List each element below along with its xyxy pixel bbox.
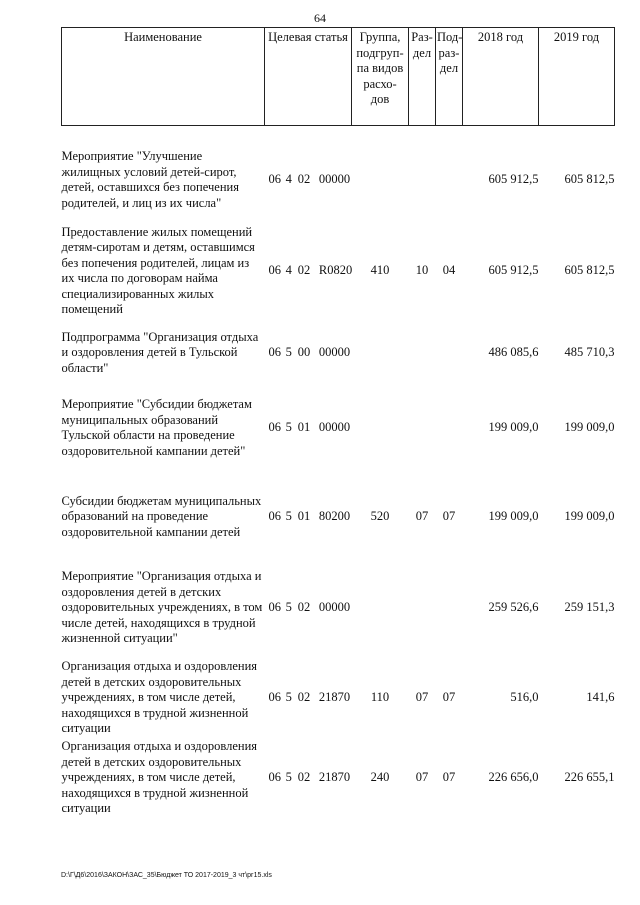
- row-group: [352, 326, 409, 380]
- row-podrazdel: 07: [442, 690, 456, 705]
- row-group: [352, 558, 409, 658]
- code-part: 02: [297, 172, 311, 187]
- row-group: 410: [370, 263, 390, 278]
- file-path-footer: D:\Г\Д6\2016\ЗАКОН\ЗАС_35\Бюджет ТО 2017-2019_3 чт\рг15.xls: [61, 872, 272, 879]
- row-podrazdel: [436, 558, 463, 658]
- code-part: 00000: [318, 600, 351, 615]
- row-2019: 226 655,1: [564, 770, 615, 785]
- row-podrazdel: 07: [442, 509, 456, 524]
- code-part: 06: [268, 420, 281, 435]
- code-part: 4: [285, 172, 292, 187]
- code-part: 06: [268, 690, 281, 705]
- code-part: 5: [285, 690, 292, 705]
- code-part: 06: [268, 345, 281, 360]
- row-group: [352, 380, 409, 476]
- row-razdel: [409, 380, 436, 476]
- header-podrazdel: Под- раз- дел: [436, 28, 463, 126]
- row-razdel: [409, 144, 436, 216]
- table-row: [62, 380, 615, 476]
- table-row: [62, 216, 615, 326]
- code-part: 00000: [318, 172, 351, 187]
- code-part: 5: [285, 509, 292, 524]
- row-group: 240: [370, 770, 390, 785]
- table-row: [62, 326, 615, 380]
- row-2019: 485 710,3: [564, 345, 615, 360]
- row-target-article: [265, 658, 352, 738]
- row-group: 110: [370, 690, 390, 705]
- row-2018: 516,0: [510, 690, 539, 705]
- row-2019: 259 151,3: [564, 600, 615, 615]
- row-name: Субсидии бюджетам муниципальных образований на проведение оздоровительной кампании детей: [61, 493, 262, 539]
- row-target-article: [265, 558, 352, 658]
- row-target-article: [265, 216, 352, 326]
- code-part: 01: [297, 509, 311, 524]
- code-part: 5: [285, 345, 292, 360]
- row-name: Мероприятие "Организация отдыха и оздоровления детей в детских оздоровительных учреждениях, в том числе детей, находящихся в трудной жизненной ситуации": [61, 569, 263, 646]
- row-razdel: 07: [415, 770, 429, 785]
- row-group: 520: [370, 509, 390, 524]
- code-part: 00000: [318, 345, 351, 360]
- code-part: 06: [268, 509, 281, 524]
- row-target-article: [265, 738, 352, 818]
- code-part: 5: [285, 770, 292, 785]
- code-part: 02: [297, 600, 311, 615]
- row-2018: 199 009,0: [488, 420, 539, 435]
- row-razdel: 07: [415, 509, 429, 524]
- header-razdel: Раз- дел: [409, 28, 436, 126]
- code-part: 06: [268, 263, 281, 278]
- row-name: Подпрограмма "Организация отдыха и оздоровления детей в Тульской области": [61, 329, 259, 375]
- code-part: 00000: [318, 420, 351, 435]
- header-2019: 2019 год: [539, 28, 615, 126]
- row-group: [352, 144, 409, 216]
- table-row: [62, 476, 615, 558]
- row-razdel: 10: [415, 263, 429, 278]
- row-target-article: [265, 380, 352, 476]
- code-part: 06: [268, 172, 281, 187]
- row-2019: 141,6: [586, 690, 615, 705]
- code-part: 02: [297, 690, 311, 705]
- row-razdel: 07: [415, 690, 429, 705]
- table-row: [62, 658, 615, 738]
- code-part: 02: [297, 770, 311, 785]
- row-2018: 486 085,6: [488, 345, 539, 360]
- table-header-row: [62, 28, 615, 126]
- row-2018: 605 912,5: [488, 172, 539, 187]
- code-part: 21870: [318, 770, 351, 785]
- code-part: 5: [285, 420, 292, 435]
- code-part: 4: [285, 263, 292, 278]
- header-2018: 2018 год: [463, 28, 539, 126]
- table-row: [62, 144, 615, 216]
- row-2018: 199 009,0: [488, 509, 539, 524]
- code-part: R0820: [318, 263, 353, 278]
- header-name: Наименование: [62, 28, 265, 126]
- row-name: Организация отдыха и оздоровления детей в детских оздоровительных учреждениях, в том числе детей, находящихся в трудной жизненной ситуации: [61, 739, 258, 816]
- row-name: Мероприятие "Улучшение жилищных условий детей-сирот, детей, оставшихся без попечения родителей, и лиц из их числа": [61, 149, 239, 210]
- code-part: 80200: [318, 509, 351, 524]
- code-part: 5: [285, 600, 292, 615]
- row-name: Мероприятие "Субсидии бюджетам муниципальных образований Тульской области на проведение оздоровительной кампании детей": [61, 397, 252, 458]
- table-body: [62, 126, 615, 819]
- row-podrazdel: 04: [442, 263, 456, 278]
- table-row: [62, 558, 615, 658]
- row-podrazdel: [436, 326, 463, 380]
- code-part: 06: [268, 770, 281, 785]
- row-2018: 605 912,5: [488, 263, 539, 278]
- code-part: 00: [297, 345, 311, 360]
- row-target-article: [265, 144, 352, 216]
- page-number: 64: [314, 11, 326, 25]
- row-podrazdel: [436, 144, 463, 216]
- header-code: Целевая статья: [265, 28, 352, 126]
- row-2019: 199 009,0: [564, 420, 615, 435]
- budget-table: [61, 27, 615, 818]
- code-part: 06: [268, 600, 281, 615]
- header-group: Группа, подгруп- па видов расхо- дов: [352, 28, 409, 126]
- row-2019: 605 812,5: [564, 172, 615, 187]
- table-row: [62, 738, 615, 818]
- row-podrazdel: [436, 380, 463, 476]
- row-2018: 259 526,6: [488, 600, 539, 615]
- code-part: 21870: [318, 690, 351, 705]
- row-2018: 226 656,0: [488, 770, 539, 785]
- row-podrazdel: 07: [442, 770, 456, 785]
- row-2019: 199 009,0: [564, 509, 615, 524]
- row-razdel: [409, 558, 436, 658]
- row-name: Организация отдыха и оздоровления детей в детских оздоровительных учреждениях, в том числе детей, находящихся в трудной жизненной ситуации: [61, 659, 258, 736]
- row-razdel: [409, 326, 436, 380]
- row-name: Предоставление жилых помещений детям-сиротам и детям, оставшимся без попечения родителей, лицам из их числа по договорам найма специализированных жилых помещений: [61, 224, 255, 316]
- code-part: 01: [297, 420, 311, 435]
- row-target-article: [265, 326, 352, 380]
- row-2019: 605 812,5: [564, 263, 615, 278]
- code-part: 02: [297, 263, 311, 278]
- row-target-article: [265, 476, 352, 558]
